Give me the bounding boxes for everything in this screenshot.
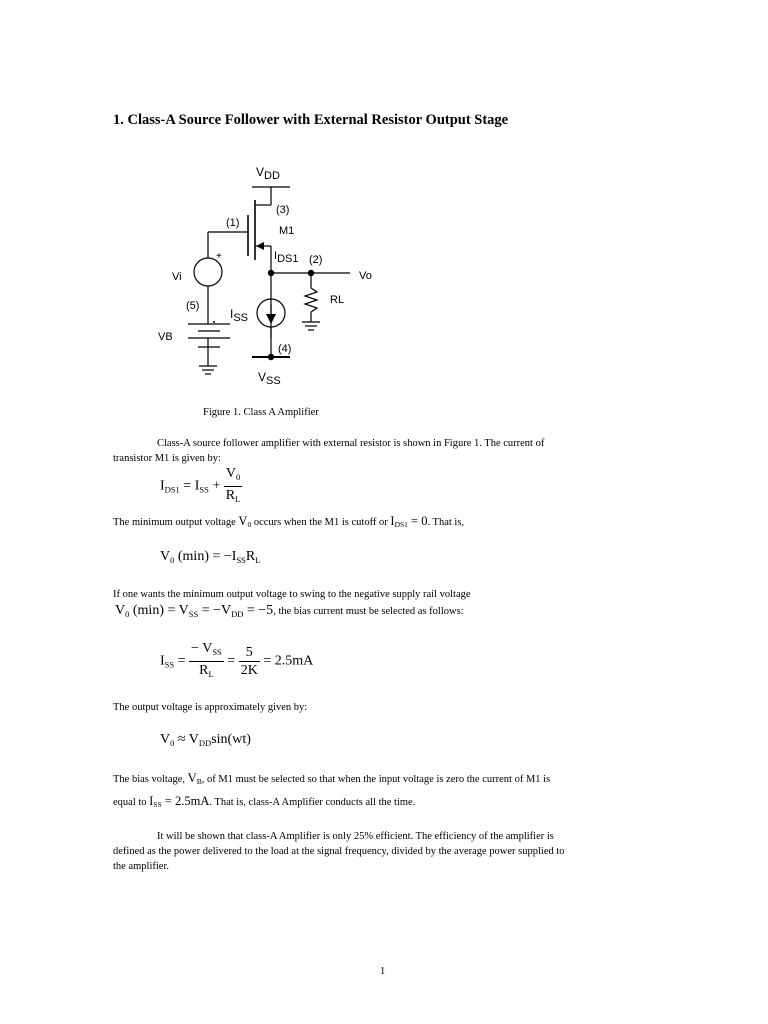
node-5-label: (5)	[186, 300, 200, 312]
rl-label: RL	[330, 294, 345, 306]
paragraph-5-line-1: The bias voltage, VB, of M1 must be selected so that when the input voltage is zero the current of M1 is	[113, 771, 551, 786]
node-4-label: (4)	[278, 343, 292, 355]
plus-sign: +	[216, 251, 222, 262]
vb-label: VB	[158, 331, 173, 343]
paragraph-6-line-3: the amplifier.	[113, 861, 169, 872]
vss-label: VSS	[258, 370, 281, 387]
ids1-label: IDS1	[274, 250, 299, 265]
paragraph-5-line-2: equal to ISS = 2.5mA. That is, class-A Amplifier conducts all the time.	[113, 794, 416, 809]
equation-vo-min: $V_0$ $(\min) = -I_{SS}R_L$	[160, 549, 261, 565]
class-a-amplifier-schematic	[150, 155, 380, 395]
figure-caption: Figure 1. Class A Amplifier	[203, 407, 319, 418]
paragraph-4: The output voltage is approximately given by:	[113, 702, 308, 713]
vdd-label: VDD	[256, 165, 280, 182]
vo-label: Vo	[359, 270, 372, 282]
equation-vo-approx: $V_0 \approx V_{DD}\sin(wt)$	[160, 732, 251, 748]
equation-vo-min-rail: $V_0$ $(\min) = V_{SS} = -V_{DD} = -5$, the bias current must be selected as follows:	[115, 603, 464, 619]
node-2-label: (2)	[309, 254, 323, 266]
node-3-label: (3)	[276, 204, 290, 216]
section-heading: 1. Class-A Source Follower with External Resistor Output Stage	[113, 112, 509, 128]
equation-ids1: $I_{DS1} = I_{SS}$ + $\frac{V_0}{R_L}$	[160, 466, 241, 504]
paragraph-1-line-1: Class-A source follower amplifier with external resistor is shown in Figure 1. The current of	[157, 438, 545, 449]
paragraph-1-line-2: transistor M1 is given by:	[113, 453, 221, 464]
m1-label: M1	[279, 225, 295, 237]
page-number: 1	[380, 966, 386, 977]
vi-label: Vi	[172, 271, 182, 283]
paragraph-3: If one wants the minimum output voltage to swing to the negative supply rail voltage	[113, 589, 471, 600]
paragraph-6-line-2: defined as the power delivered to the load at the signal frequency, divided by the average power supplied to	[113, 846, 565, 857]
paragraph-2: The minimum output voltage V0 occurs when the M1 is cutoff or IDS1 = 0. That is,	[113, 514, 465, 529]
paragraph-6-line-1: It will be shown that class-A Amplifier is only 25% efficient. The efficiency of the amplifier is	[157, 831, 554, 842]
node-1-label: (1)	[226, 217, 240, 229]
iss-label: ISS	[230, 307, 249, 324]
equation-iss: $I_{SS}$ = $\frac{- V_{SS}}{R_L}$ = $\frac{5}{2K}$ = 2.5mA	[160, 641, 314, 679]
